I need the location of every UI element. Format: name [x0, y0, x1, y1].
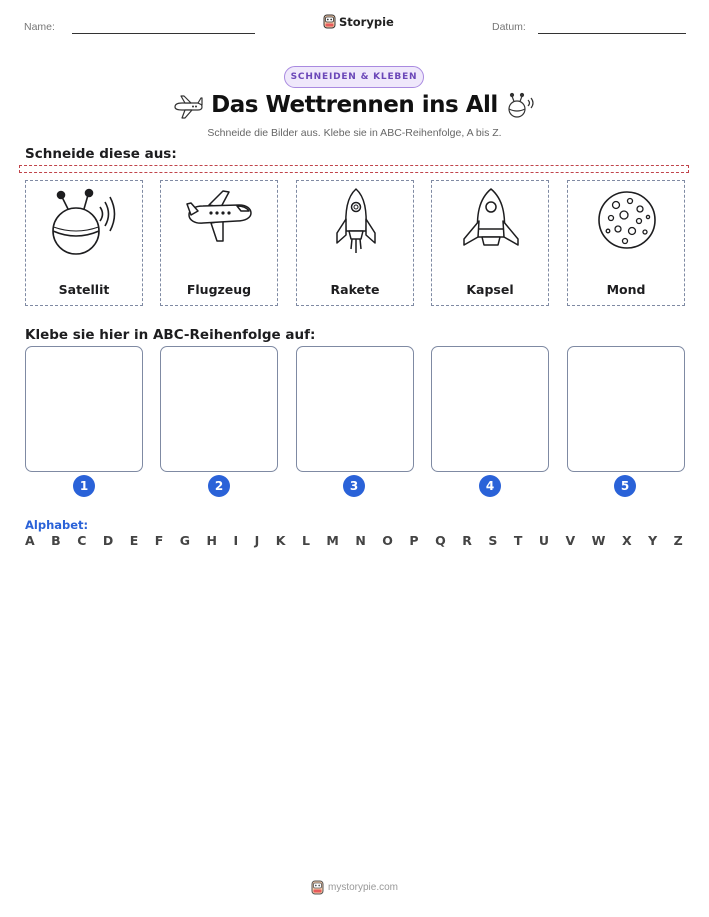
cut-card-rakete[interactable] [296, 180, 414, 306]
name-label: Name: [24, 21, 55, 33]
alphabet-letter: V [565, 533, 576, 548]
alphabet-letter: T [513, 533, 523, 548]
card-label: Mond [606, 282, 646, 297]
alphabet-letter: L [301, 533, 310, 548]
cut-strip [19, 165, 689, 173]
card-label: Satellit [58, 282, 110, 297]
alphabet-letter: A [25, 533, 35, 548]
footer [0, 880, 709, 895]
cut-section-label: Schneide diese aus: [25, 146, 177, 162]
brand-name: Storypie [339, 14, 394, 29]
alphabet-letter: P [409, 533, 419, 548]
alphabet-letter: U [538, 533, 549, 548]
page-title: Das Wettrennen ins All [211, 92, 498, 118]
alphabet-letter: S [488, 533, 498, 548]
paste-box-4[interactable] [431, 346, 549, 472]
name-line[interactable] [72, 33, 255, 34]
alphabet-letter: I [233, 533, 239, 548]
alphabet-label: Alphabet: [25, 518, 89, 532]
alphabet-letter: E [129, 533, 139, 548]
satellite-icon [504, 92, 538, 120]
alphabet-letter: D [102, 533, 114, 548]
storypie-mascot-icon [311, 880, 324, 895]
card-label: Rakete [330, 282, 380, 297]
footer-url[interactable]: mystorypie.com [327, 882, 398, 893]
cut-card-satellit[interactable] [25, 180, 143, 306]
slot-number: 5 [614, 475, 636, 497]
storypie-mascot-icon [323, 14, 336, 29]
alphabet-row [25, 533, 683, 548]
cut-card-mond[interactable] [567, 180, 685, 306]
slot-number: 1 [73, 475, 95, 497]
alphabet-letter: W [591, 533, 606, 548]
date-label: Datum: [492, 21, 526, 33]
alphabet-letter: H [206, 533, 218, 548]
alphabet-letter: Q [435, 533, 446, 548]
moon-icon [592, 187, 662, 259]
airplane-icon [185, 187, 255, 259]
paste-box-2[interactable] [160, 346, 278, 472]
paste-section-label: Klebe sie hier in ABC-Reihenfolge auf: [25, 327, 316, 343]
brand-logo [323, 14, 394, 29]
alphabet-letter: Z [673, 533, 683, 548]
cut-card-flugzeug[interactable] [160, 180, 278, 306]
alphabet-letter: B [51, 533, 61, 548]
card-label: Kapsel [466, 282, 514, 297]
alphabet-letter: G [179, 533, 191, 548]
alphabet-letter: Y [648, 533, 658, 548]
alphabet-letter: M [326, 533, 339, 548]
alphabet-letter: K [275, 533, 286, 548]
activity-badge: SCHNEIDEN & KLEBEN [284, 66, 424, 88]
capsule-icon [456, 187, 526, 259]
paste-box-3[interactable] [296, 346, 414, 472]
paste-box-5[interactable] [567, 346, 685, 472]
alphabet-letter: J [254, 533, 260, 548]
alphabet-letter: O [382, 533, 393, 548]
date-line[interactable] [538, 33, 686, 34]
slot-number: 4 [479, 475, 501, 497]
cut-card-kapsel[interactable] [431, 180, 549, 306]
alphabet-letter: N [355, 533, 366, 548]
rocket-icon [321, 187, 391, 259]
paste-box-1[interactable] [25, 346, 143, 472]
alphabet-letter: X [621, 533, 632, 548]
alphabet-letter: R [462, 533, 472, 548]
card-label: Flugzeug [186, 282, 252, 297]
slot-number: 2 [208, 475, 230, 497]
alphabet-letter: F [154, 533, 164, 548]
slot-number: 3 [343, 475, 365, 497]
alphabet-letter: C [77, 533, 87, 548]
instructions: Schneide die Bilder aus. Klebe sie in ABC-Reihenfolge, A bis Z. [207, 127, 502, 139]
satellite-icon [50, 187, 120, 259]
